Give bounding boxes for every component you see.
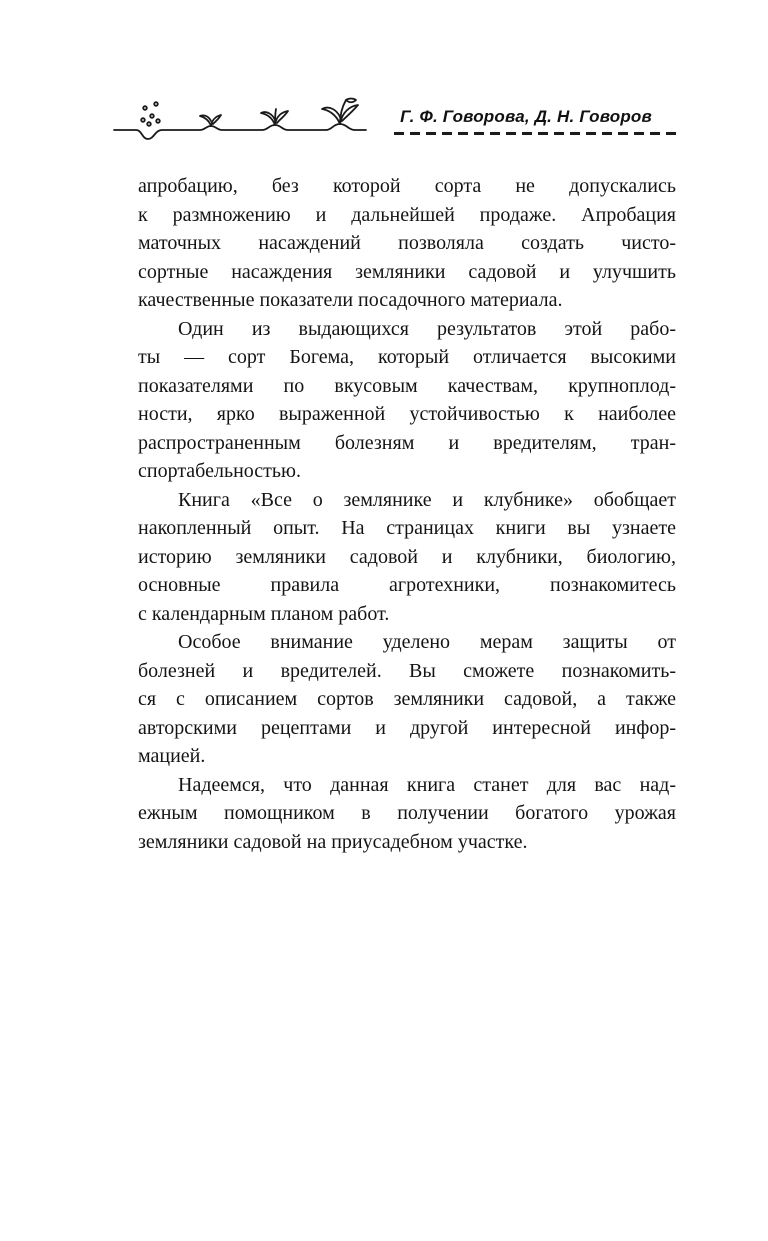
text-line: ся с описанием сортов земляники садовой, а также — [138, 688, 676, 710]
paragraph — [138, 315, 676, 486]
text-line: ности, ярко выраженной устойчивостью к наиболее — [138, 403, 676, 425]
text-line: мацией. — [138, 745, 206, 767]
text-line: накопленный опыт. На страницах книги вы узнаете — [138, 517, 676, 539]
text-line: качественные показатели посадочного материала. — [138, 289, 563, 311]
text-line: спортабельностью. — [138, 460, 301, 482]
text-line: ежным помощником в получении богатого урожая — [138, 802, 676, 824]
page-header — [112, 88, 676, 144]
text-line: Особое внимание уделено мерам защиты от — [178, 631, 676, 653]
paragraph — [138, 771, 676, 857]
text-line: историю земляники садовой и клубники, биологию, — [138, 545, 676, 568]
authors-line: Г. Ф. Говорова, Д. Н. Говоров — [400, 107, 652, 126]
text-line: с календарным планом работ. — [138, 602, 390, 625]
paragraph — [138, 486, 676, 629]
text-line: земляники садовой на приусадебном участке. — [138, 830, 528, 853]
text-line: Надеемся, что данная книга станет для вас над- — [178, 773, 676, 796]
text-line: маточных насаждений позволяла создать чисто- — [138, 232, 676, 254]
text-line: показателями по вкусовым качествам, крупноплод- — [138, 374, 676, 397]
text-line: распространенным болезням и вредителям, тран- — [138, 431, 676, 454]
text-line: болезней и вредителей. Вы сможете познакомить- — [138, 659, 676, 682]
body-text — [138, 172, 676, 856]
text-line: основные правила агротехники, познакомитесь — [138, 574, 676, 596]
text-line: Книга «Все о землянике и клубнике» обобщает — [178, 488, 676, 511]
text-line: ты — сорт Богема, который отличается высокими — [138, 346, 676, 368]
text-line: сортные насаждения земляники садовой и улучшить — [138, 260, 676, 283]
paragraph — [138, 172, 676, 315]
header-right — [368, 107, 676, 135]
text-line: Один из выдающихся результатов этой рабо- — [178, 317, 676, 340]
text-line: апробацию, без которой сорта не допускались — [138, 175, 676, 197]
text-line: к размножению и дальнейшей продаже. Апробация — [138, 203, 676, 226]
header-dashed-divider — [394, 132, 676, 135]
strawberry-plants-sketch-icon — [112, 88, 368, 144]
paragraph — [138, 628, 676, 771]
text-line: авторскими рецептами и другой интересной инфор- — [138, 716, 676, 739]
